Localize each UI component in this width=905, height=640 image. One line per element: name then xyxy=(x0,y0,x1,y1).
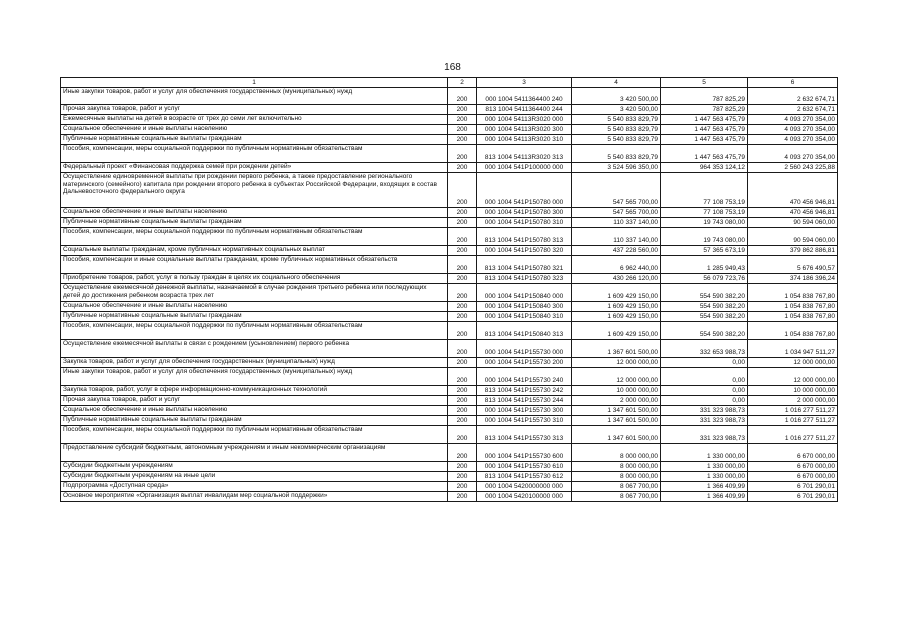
row-unexecuted-cell: 12 000 000,00 xyxy=(748,358,838,368)
table-row xyxy=(61,492,838,502)
row-code-cell: 200 xyxy=(448,416,477,426)
table-row xyxy=(61,228,838,246)
row-unexecuted-cell: 2 632 674,71 xyxy=(748,105,838,115)
row-code-cell: 200 xyxy=(448,312,477,322)
table-row xyxy=(61,173,838,208)
row-name-cell: Прочая закупка товаров, работ и услуг xyxy=(61,105,448,115)
row-name-cell: Публичные нормативные социальные выплаты гражданам xyxy=(61,135,448,145)
row-name-cell: Иные закупки товаров, работ и услуг для обеспечения государственных (муниципальных) нужд xyxy=(61,368,448,386)
row-executed-cell: 554 590 382,20 xyxy=(661,284,748,302)
row-kbk-cell: 813 1004 54113R3020 313 xyxy=(477,145,572,163)
row-unexecuted-cell: 6 701 290,01 xyxy=(748,482,838,492)
row-code-cell: 200 xyxy=(448,284,477,302)
row-unexecuted-cell: 4 093 270 354,00 xyxy=(748,145,838,163)
row-code-cell: 200 xyxy=(448,322,477,340)
row-unexecuted-cell: 1 054 838 767,80 xyxy=(748,322,838,340)
row-unexecuted-cell: 4 093 270 354,00 xyxy=(748,135,838,145)
row-kbk-cell: 000 1004 541P100000 000 xyxy=(477,163,572,173)
table-row xyxy=(61,386,838,396)
row-name-cell: Закупка товаров, работ и услуг для обеспечения государственных (муниципальных) нужд xyxy=(61,358,448,368)
table-row xyxy=(61,482,838,492)
row-code-cell: 200 xyxy=(448,115,477,125)
row-code-cell: 200 xyxy=(448,406,477,416)
row-unexecuted-cell: 1 054 838 767,80 xyxy=(748,284,838,302)
row-name-cell: Ежемесячные выплаты на детей в возрасте от трех до семи лет включительно xyxy=(61,115,448,125)
table-row xyxy=(61,444,838,462)
row-kbk-cell: 813 1004 541P155730 313 xyxy=(477,426,572,444)
row-kbk-cell: 813 1004 541P155730 242 xyxy=(477,386,572,396)
row-kbk-cell: 000 1004 541P150780 310 xyxy=(477,218,572,228)
row-kbk-cell: 000 1004 541P150780 000 xyxy=(477,173,572,208)
row-code-cell: 200 xyxy=(448,246,477,256)
row-unexecuted-cell: 374 186 396,24 xyxy=(748,274,838,284)
row-code-cell: 200 xyxy=(448,173,477,208)
table-row xyxy=(61,312,838,322)
row-executed-cell: 332 653 988,73 xyxy=(661,340,748,358)
row-unexecuted-cell: 470 456 946,81 xyxy=(748,208,838,218)
row-kbk-cell: 000 1004 5420100000 000 xyxy=(477,492,572,502)
row-executed-cell: 19 743 080,00 xyxy=(661,228,748,246)
row-unexecuted-cell: 6 701 290,01 xyxy=(748,492,838,502)
row-name-cell: Социальное обеспечение и иные выплаты населению xyxy=(61,406,448,416)
row-executed-cell: 0,00 xyxy=(661,386,748,396)
row-approved-cell: 547 565 700,00 xyxy=(572,173,661,208)
row-code-cell: 200 xyxy=(448,340,477,358)
row-name-cell: Пособия, компенсации, меры социальной поддержки по публичным нормативным обязательствам xyxy=(61,228,448,246)
row-executed-cell: 77 108 753,19 xyxy=(661,208,748,218)
table-header-row xyxy=(61,78,838,88)
row-code-cell: 200 xyxy=(448,256,477,274)
table-row xyxy=(61,302,838,312)
row-name-cell: Пособия, компенсации, меры социальной поддержки по публичным нормативным обязательствам xyxy=(61,426,448,444)
table-row xyxy=(61,472,838,482)
row-unexecuted-cell: 1 034 947 511,27 xyxy=(748,340,838,358)
row-unexecuted-cell: 2 632 674,71 xyxy=(748,88,838,105)
row-executed-cell: 1 447 563 475,79 xyxy=(661,145,748,163)
row-executed-cell: 1 366 409,99 xyxy=(661,482,748,492)
row-kbk-cell: 000 1004 541P150840 000 xyxy=(477,284,572,302)
row-executed-cell: 1 366 409,99 xyxy=(661,492,748,502)
table-row xyxy=(61,284,838,302)
row-approved-cell: 1 609 429 150,00 xyxy=(572,312,661,322)
row-name-cell: Пособия, компенсации, меры социальной поддержки по публичным нормативным обязательствам xyxy=(61,322,448,340)
row-kbk-cell: 000 1004 541P155730 610 xyxy=(477,462,572,472)
row-executed-cell: 19 743 080,00 xyxy=(661,218,748,228)
row-kbk-cell: 000 1004 541P155730 300 xyxy=(477,406,572,416)
row-name-cell: Субсидии бюджетным учреждениям на иные цели xyxy=(61,472,448,482)
row-executed-cell: 56 079 723,76 xyxy=(661,274,748,284)
header-cell-4: 4 xyxy=(572,78,661,88)
row-code-cell: 200 xyxy=(448,472,477,482)
row-kbk-cell: 000 1004 541P155730 200 xyxy=(477,358,572,368)
row-code-cell: 200 xyxy=(448,88,477,105)
row-approved-cell: 5 540 833 829,79 xyxy=(572,145,661,163)
row-name-cell: Федеральный проект «Финансовая поддержка семей при рождении детей» xyxy=(61,163,448,173)
row-code-cell: 200 xyxy=(448,444,477,462)
table-row xyxy=(61,88,838,105)
row-kbk-cell: 000 1004 541P150840 310 xyxy=(477,312,572,322)
row-approved-cell: 3 420 500,00 xyxy=(572,88,661,105)
row-executed-cell: 0,00 xyxy=(661,396,748,406)
row-approved-cell: 1 609 429 150,00 xyxy=(572,284,661,302)
table-row xyxy=(61,105,838,115)
row-executed-cell: 1 447 563 475,79 xyxy=(661,125,748,135)
row-code-cell: 200 xyxy=(448,396,477,406)
row-approved-cell: 8 000 000,00 xyxy=(572,472,661,482)
row-name-cell: Публичные нормативные социальные выплаты гражданам xyxy=(61,218,448,228)
row-kbk-cell: 000 1004 541P155730 310 xyxy=(477,416,572,426)
row-approved-cell: 8 000 000,00 xyxy=(572,444,661,462)
row-kbk-cell: 000 1004 541P155730 000 xyxy=(477,340,572,358)
row-code-cell: 200 xyxy=(448,218,477,228)
row-code-cell: 200 xyxy=(448,105,477,115)
row-kbk-cell: 000 1004 5420000000 000 xyxy=(477,482,572,492)
row-kbk-cell: 813 1004 541P155730 612 xyxy=(477,472,572,482)
row-executed-cell: 1 330 000,00 xyxy=(661,444,748,462)
row-name-cell: Основное мероприятие «Организация выплат инвалидам мер социальной поддержки» xyxy=(61,492,448,502)
row-unexecuted-cell: 379 862 886,81 xyxy=(748,246,838,256)
row-approved-cell: 1 347 601 500,00 xyxy=(572,416,661,426)
row-name-cell: Субсидии бюджетным учреждениям xyxy=(61,462,448,472)
row-code-cell: 200 xyxy=(448,228,477,246)
row-kbk-cell: 813 1004 541P150840 313 xyxy=(477,322,572,340)
row-code-cell: 200 xyxy=(448,135,477,145)
page-number: 168 xyxy=(444,62,461,73)
row-kbk-cell: 813 1004 541P150780 313 xyxy=(477,228,572,246)
row-unexecuted-cell: 12 000 000,00 xyxy=(748,368,838,386)
row-unexecuted-cell: 5 676 490,57 xyxy=(748,256,838,274)
row-code-cell: 200 xyxy=(448,426,477,444)
row-name-cell: Социальное обеспечение и иные выплаты населению xyxy=(61,125,448,135)
row-kbk-cell: 000 1004 54113R3020 300 xyxy=(477,125,572,135)
row-name-cell: Предоставление субсидий бюджетным, автономным учреждениям и иным некоммерческим организациям xyxy=(61,444,448,462)
row-executed-cell: 1 285 949,43 xyxy=(661,256,748,274)
table-row xyxy=(61,256,838,274)
row-unexecuted-cell: 470 456 946,81 xyxy=(748,173,838,208)
row-code-cell: 200 xyxy=(448,145,477,163)
row-approved-cell: 1 609 429 150,00 xyxy=(572,322,661,340)
row-kbk-cell: 000 1004 541P150780 300 xyxy=(477,208,572,218)
row-approved-cell: 8 067 700,00 xyxy=(572,482,661,492)
row-unexecuted-cell: 2 000 000,00 xyxy=(748,396,838,406)
table-row xyxy=(61,274,838,284)
row-name-cell: Публичные нормативные социальные выплаты гражданам xyxy=(61,416,448,426)
table-row xyxy=(61,145,838,163)
row-code-cell: 200 xyxy=(448,386,477,396)
row-name-cell: Осуществление ежемесячной денежной выплаты, назначаемой в случае рождения третьего ребенка или последующих детей до достижения ребенком возраста трех лет xyxy=(61,284,448,302)
row-code-cell: 200 xyxy=(448,208,477,218)
row-code-cell: 200 xyxy=(448,462,477,472)
row-name-cell: Социальное обеспечение и иные выплаты населению xyxy=(61,302,448,312)
row-name-cell: Социальное обеспечение и иные выплаты населению xyxy=(61,208,448,218)
row-kbk-cell: 000 1004 541P150780 320 xyxy=(477,246,572,256)
row-name-cell: Социальные выплаты гражданам, кроме публичных нормативных социальных выплат xyxy=(61,246,448,256)
row-unexecuted-cell: 6 670 000,00 xyxy=(748,444,838,462)
row-name-cell: Пособия, компенсации и иные социальные выплаты гражданам, кроме публичных нормативных обязательств xyxy=(61,256,448,274)
row-executed-cell: 1 330 000,00 xyxy=(661,472,748,482)
row-executed-cell: 57 365 673,19 xyxy=(661,246,748,256)
table-row xyxy=(61,462,838,472)
row-unexecuted-cell: 1 016 277 511,27 xyxy=(748,416,838,426)
row-kbk-cell: 000 1004 541P150840 300 xyxy=(477,302,572,312)
row-approved-cell: 110 337 140,00 xyxy=(572,228,661,246)
row-approved-cell: 430 266 120,00 xyxy=(572,274,661,284)
row-approved-cell: 5 540 833 829,79 xyxy=(572,135,661,145)
row-kbk-cell: 000 1004 54113R3020 310 xyxy=(477,135,572,145)
row-unexecuted-cell: 6 670 000,00 xyxy=(748,472,838,482)
row-approved-cell: 437 228 560,00 xyxy=(572,246,661,256)
row-executed-cell: 787 825,29 xyxy=(661,105,748,115)
row-unexecuted-cell: 90 594 060,00 xyxy=(748,218,838,228)
table-row xyxy=(61,416,838,426)
row-name-cell: Осуществление ежемесячной выплаты в связи с рождением (усыновлением) первого ребенка xyxy=(61,340,448,358)
row-kbk-cell: 813 1004 541P155730 244 xyxy=(477,396,572,406)
row-kbk-cell: 000 1004 5411364400 240 xyxy=(477,88,572,105)
row-kbk-cell: 813 1004 541P150780 323 xyxy=(477,274,572,284)
row-approved-cell: 1 609 429 150,00 xyxy=(572,302,661,312)
row-approved-cell: 1 347 601 500,00 xyxy=(572,406,661,416)
row-code-cell: 200 xyxy=(448,492,477,502)
row-kbk-cell: 813 1004 5411364400 244 xyxy=(477,105,572,115)
table-row xyxy=(61,218,838,228)
row-executed-cell: 331 323 988,73 xyxy=(661,426,748,444)
table-row xyxy=(61,368,838,386)
row-approved-cell: 3 420 500,00 xyxy=(572,105,661,115)
row-executed-cell: 964 353 124,12 xyxy=(661,163,748,173)
row-name-cell: Приобретение товаров, работ, услуг в пользу граждан в целях их социального обеспечения xyxy=(61,274,448,284)
row-executed-cell: 1 447 563 475,79 xyxy=(661,135,748,145)
row-unexecuted-cell: 1 016 277 511,27 xyxy=(748,426,838,444)
table-row xyxy=(61,426,838,444)
table-row xyxy=(61,135,838,145)
row-executed-cell: 554 590 382,20 xyxy=(661,312,748,322)
row-approved-cell: 547 565 700,00 xyxy=(572,208,661,218)
row-name-cell: Прочая закупка товаров, работ и услуг xyxy=(61,396,448,406)
row-kbk-cell: 000 1004 54113R3020 000 xyxy=(477,115,572,125)
table-row xyxy=(61,340,838,358)
row-approved-cell: 5 540 833 829,79 xyxy=(572,125,661,135)
table-row xyxy=(61,406,838,416)
row-name-cell: Подпрограмма «Доступная среда» xyxy=(61,482,448,492)
row-approved-cell: 12 000 000,00 xyxy=(572,358,661,368)
row-name-cell: Иные закупки товаров, работ и услуг для обеспечения государственных (муниципальных) нужд xyxy=(61,88,448,105)
row-kbk-cell: 000 1004 541P155730 600 xyxy=(477,444,572,462)
row-unexecuted-cell: 10 000 000,00 xyxy=(748,386,838,396)
row-approved-cell: 3 524 596 350,00 xyxy=(572,163,661,173)
row-unexecuted-cell: 4 093 270 354,00 xyxy=(748,125,838,135)
row-approved-cell: 2 000 000,00 xyxy=(572,396,661,406)
row-executed-cell: 0,00 xyxy=(661,358,748,368)
row-executed-cell: 331 323 988,73 xyxy=(661,416,748,426)
row-executed-cell: 1 330 000,00 xyxy=(661,462,748,472)
row-code-cell: 200 xyxy=(448,358,477,368)
row-unexecuted-cell: 4 093 270 354,00 xyxy=(748,115,838,125)
row-approved-cell: 1 347 601 500,00 xyxy=(572,426,661,444)
row-executed-cell: 554 590 382,20 xyxy=(661,302,748,312)
row-approved-cell: 10 000 000,00 xyxy=(572,386,661,396)
row-executed-cell: 554 590 382,20 xyxy=(661,322,748,340)
row-code-cell: 200 xyxy=(448,302,477,312)
row-executed-cell: 0,00 xyxy=(661,368,748,386)
row-approved-cell: 8 067 700,00 xyxy=(572,492,661,502)
row-name-cell: Закупка товаров, работ, услуг в сфере информационно-коммуникационных технологий xyxy=(61,386,448,396)
row-code-cell: 200 xyxy=(448,368,477,386)
table-row xyxy=(61,208,838,218)
row-executed-cell: 787 825,29 xyxy=(661,88,748,105)
row-approved-cell: 1 367 601 500,00 xyxy=(572,340,661,358)
row-unexecuted-cell: 1 054 838 767,80 xyxy=(748,302,838,312)
row-code-cell: 200 xyxy=(448,482,477,492)
row-kbk-cell: 813 1004 541P150780 321 xyxy=(477,256,572,274)
table-row xyxy=(61,163,838,173)
header-cell-2: 2 xyxy=(448,78,477,88)
row-executed-cell: 77 108 753,19 xyxy=(661,173,748,208)
row-executed-cell: 1 447 563 475,79 xyxy=(661,115,748,125)
row-unexecuted-cell: 2 560 243 225,88 xyxy=(748,163,838,173)
row-approved-cell: 6 962 440,00 xyxy=(572,256,661,274)
budget-table xyxy=(60,77,838,502)
table-row xyxy=(61,358,838,368)
row-name-cell: Пособия, компенсации, меры социальной поддержки по публичным нормативным обязательствам xyxy=(61,145,448,163)
row-code-cell: 200 xyxy=(448,274,477,284)
table-row xyxy=(61,115,838,125)
table-row xyxy=(61,246,838,256)
row-code-cell: 200 xyxy=(448,163,477,173)
row-approved-cell: 12 000 000,00 xyxy=(572,368,661,386)
table-row xyxy=(61,322,838,340)
row-unexecuted-cell: 90 594 060,00 xyxy=(748,228,838,246)
row-unexecuted-cell: 6 670 000,00 xyxy=(748,462,838,472)
row-approved-cell: 110 337 140,00 xyxy=(572,218,661,228)
row-unexecuted-cell: 1 016 277 511,27 xyxy=(748,406,838,416)
table-row xyxy=(61,125,838,135)
header-cell-3: 3 xyxy=(477,78,572,88)
row-kbk-cell: 000 1004 541P155730 240 xyxy=(477,368,572,386)
row-name-cell: Публичные нормативные социальные выплаты гражданам xyxy=(61,312,448,322)
row-unexecuted-cell: 1 054 838 767,80 xyxy=(748,312,838,322)
header-cell-1: 1 xyxy=(61,78,448,88)
row-approved-cell: 8 000 000,00 xyxy=(572,462,661,472)
row-name-cell: Осуществление единовременной выплаты при рождении первого ребенка, а также предоставление регионального материнского (семейного) капитала при рождении второго ребенка в субъектах Российской Федерации, входящих в состав Дальневосточного федерального округа xyxy=(61,173,448,208)
row-approved-cell: 5 540 833 829,79 xyxy=(572,115,661,125)
header-cell-5: 5 xyxy=(661,78,748,88)
row-code-cell: 200 xyxy=(448,125,477,135)
row-executed-cell: 331 323 988,73 xyxy=(661,406,748,416)
table-row xyxy=(61,396,838,406)
header-cell-6: 6 xyxy=(748,78,838,88)
